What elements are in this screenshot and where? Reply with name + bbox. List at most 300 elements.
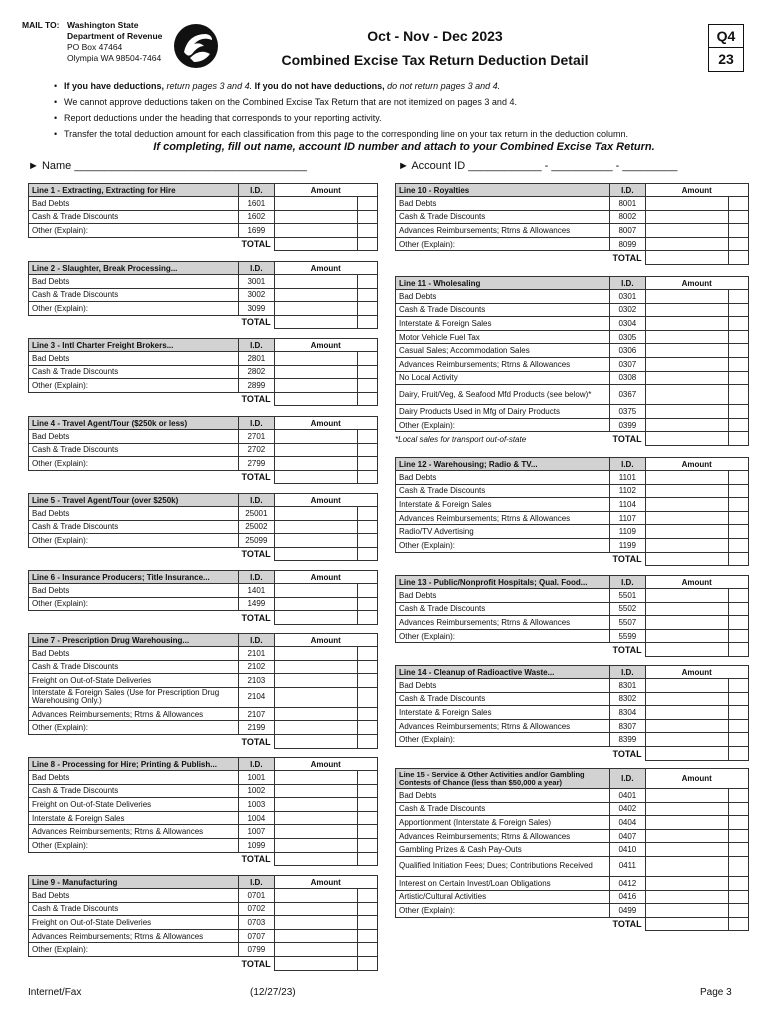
row-id: 8002 [610, 210, 646, 224]
amount-cents-input[interactable] [728, 498, 748, 512]
total-dollars-input[interactable] [645, 552, 728, 566]
amount-cents-input[interactable] [357, 507, 377, 521]
row-description: Dairy Products Used in Mfg of Dairy Products [396, 405, 610, 419]
amount-cents-input[interactable] [728, 733, 748, 747]
amount-header: Amount [645, 576, 748, 589]
amount-header: Amount [645, 184, 748, 197]
amount-dollars-input[interactable] [645, 802, 728, 816]
id-header: I.D. [610, 458, 646, 471]
total-cents-input[interactable] [357, 611, 377, 625]
deduction-row [396, 357, 749, 371]
amount-dollars-input[interactable] [274, 889, 357, 903]
amount-cents-input[interactable] [728, 816, 748, 830]
total-label: TOTAL [241, 612, 271, 623]
amount-cents-input[interactable] [357, 674, 377, 688]
amount-header: Amount [274, 184, 377, 197]
deduction-row [29, 379, 378, 393]
amount-dollars-input[interactable] [645, 589, 728, 603]
total-dollars-input[interactable] [274, 734, 357, 748]
amount-dollars-input[interactable] [274, 365, 357, 379]
deduction-row [396, 816, 749, 830]
amount-dollars-input[interactable] [645, 525, 728, 539]
amount-cents-input[interactable] [357, 784, 377, 798]
amount-cents-input[interactable] [728, 237, 748, 251]
row-id: 2103 [239, 674, 275, 688]
amount-cents-input[interactable] [357, 889, 377, 903]
amount-dollars-input[interactable] [645, 210, 728, 224]
mail-to-label: MAIL TO: [22, 20, 60, 30]
quarter-label: Q4 [709, 25, 743, 48]
deduction-row [396, 802, 749, 816]
row-description: Interstate & Foreign Sales [396, 706, 610, 720]
amount-dollars-input[interactable] [274, 916, 357, 930]
amount-dollars-input[interactable] [645, 890, 728, 904]
amount-cents-input[interactable] [728, 629, 748, 643]
amount-cents-input[interactable] [357, 224, 377, 238]
amount-dollars-input[interactable] [645, 371, 728, 385]
amount-cents-input[interactable] [357, 352, 377, 366]
year-label: 23 [718, 51, 734, 67]
amount-cents-input[interactable] [728, 405, 748, 419]
row-id: 0411 [610, 856, 646, 876]
amount-cents-input[interactable] [728, 802, 748, 816]
period-title: Oct - Nov - Dec 2023 [367, 28, 503, 44]
row-id: 0703 [239, 916, 275, 930]
amount-cents-input[interactable] [357, 597, 377, 611]
amount-cents-input[interactable] [728, 538, 748, 552]
amount-cents-input[interactable] [357, 811, 377, 825]
amount-dollars-input[interactable] [645, 692, 728, 706]
total-dollars-input[interactable] [645, 251, 728, 265]
address-line-1: PO Box 47464 [67, 42, 123, 52]
amount-dollars-input[interactable] [645, 789, 728, 803]
amount-dollars-input[interactable] [645, 629, 728, 643]
total-cents-input[interactable] [728, 917, 748, 931]
row-description: Cash & Trade Discounts [29, 660, 239, 674]
total-cents-input[interactable] [728, 251, 748, 265]
amount-dollars-input[interactable] [645, 719, 728, 733]
deduction-row [396, 538, 749, 552]
amount-cents-input[interactable] [728, 856, 748, 876]
deduction-row [29, 687, 378, 707]
amount-dollars-input[interactable] [274, 811, 357, 825]
row-id: 8099 [610, 237, 646, 251]
quarter-box [708, 24, 744, 72]
id-header: I.D. [239, 634, 275, 647]
total-dollars-input[interactable] [645, 746, 728, 760]
deduction-row [29, 430, 378, 444]
amount-cents-input[interactable] [728, 224, 748, 238]
row-description: Cash & Trade Discounts [29, 210, 239, 224]
amount-dollars-input[interactable] [645, 484, 728, 498]
row-id: 2701 [239, 430, 275, 444]
total-label: TOTAL [612, 748, 642, 759]
amount-dollars-input[interactable] [274, 943, 357, 957]
amount-dollars-input[interactable] [274, 721, 357, 735]
amount-dollars-input[interactable] [645, 197, 728, 211]
address-line-2: Olympia WA 98504-7464 [67, 53, 162, 63]
amount-cents-input[interactable] [728, 616, 748, 630]
amount-cents-input[interactable] [728, 290, 748, 304]
deduction-section-right-3 [395, 457, 749, 566]
amount-dollars-input[interactable] [645, 317, 728, 331]
row-id: 2102 [239, 660, 275, 674]
amount-cents-input[interactable] [357, 457, 377, 471]
amount-cents-input[interactable] [728, 829, 748, 843]
amount-dollars-input[interactable] [274, 798, 357, 812]
deduction-section-left-6 [28, 570, 378, 625]
id-header: I.D. [610, 277, 646, 290]
deduction-row [396, 224, 749, 238]
amount-dollars-input[interactable] [274, 707, 357, 721]
amount-cents-input[interactable] [357, 430, 377, 444]
amount-cents-input[interactable] [728, 719, 748, 733]
amount-dollars-input[interactable] [645, 679, 728, 693]
amount-dollars-input[interactable] [274, 210, 357, 224]
row-description: Cash & Trade Discounts [29, 784, 239, 798]
row-id: 0367 [610, 385, 646, 405]
total-cents-input[interactable] [728, 643, 748, 657]
deduction-row [29, 784, 378, 798]
amount-dollars-input[interactable] [645, 829, 728, 843]
row-id: 1003 [239, 798, 275, 812]
amount-cents-input[interactable] [357, 288, 377, 302]
total-cents-input[interactable] [357, 237, 377, 251]
row-id: 25001 [239, 507, 275, 521]
amount-dollars-input[interactable] [645, 471, 728, 485]
amount-dollars-input[interactable] [274, 902, 357, 916]
amount-dollars-input[interactable] [274, 352, 357, 366]
amount-dollars-input[interactable] [274, 379, 357, 393]
amount-header: Amount [645, 769, 748, 789]
amount-cents-input[interactable] [357, 929, 377, 943]
amount-cents-input[interactable] [728, 471, 748, 485]
amount-cents-input[interactable] [728, 511, 748, 525]
amount-dollars-input[interactable] [645, 344, 728, 358]
amount-cents-input[interactable] [728, 484, 748, 498]
row-description: Other (Explain): [396, 904, 610, 918]
amount-dollars-input[interactable] [274, 838, 357, 852]
amount-cents-input[interactable] [728, 525, 748, 539]
row-description: Cash & Trade Discounts [396, 210, 610, 224]
footer-date: (12/27/23) [250, 987, 296, 998]
row-description: Cash & Trade Discounts [29, 288, 239, 302]
amount-dollars-input[interactable] [645, 876, 728, 890]
instruction-bullets [64, 78, 744, 142]
row-description: Interstate & Foreign Sales [29, 811, 239, 825]
amount-dollars-input[interactable] [645, 224, 728, 238]
row-description: Other (Explain): [396, 629, 610, 643]
amount-cents-input[interactable] [728, 589, 748, 603]
amount-dollars-input[interactable] [645, 498, 728, 512]
name-field[interactable]: ► Name ______________________________________ [28, 160, 307, 172]
row-id: 25099 [239, 534, 275, 548]
row-id: 1001 [239, 771, 275, 785]
row-description: Radio/TV Advertising [396, 525, 610, 539]
total-cents-input[interactable] [357, 392, 377, 406]
row-id: 3099 [239, 302, 275, 316]
amount-cents-input[interactable] [728, 303, 748, 317]
row-description: Interstate & Foreign Sales [396, 317, 610, 331]
amount-cents-input[interactable] [357, 520, 377, 534]
row-description: Casual Sales; Accommodation Sales [396, 344, 610, 358]
deduction-row [29, 929, 378, 943]
amount-dollars-input[interactable] [645, 733, 728, 747]
deduction-row [396, 602, 749, 616]
total-label: TOTAL [241, 549, 271, 560]
row-id: 5599 [610, 629, 646, 643]
amount-cents-input[interactable] [728, 904, 748, 918]
section-title: Line 1 - Extracting, Extracting for Hire [29, 184, 239, 197]
row-description: Artistic/Cultural Activities [396, 890, 610, 904]
total-dollars-input[interactable] [645, 432, 728, 446]
deduction-row [29, 838, 378, 852]
amount-dollars-input[interactable] [274, 443, 357, 457]
total-dollars-input[interactable] [274, 237, 357, 251]
amount-cents-input[interactable] [728, 197, 748, 211]
amount-dollars-input[interactable] [274, 784, 357, 798]
row-id: 25002 [239, 520, 275, 534]
total-cents-input[interactable] [357, 956, 377, 970]
total-label: TOTAL [612, 252, 642, 263]
row-description: Cash & Trade Discounts [396, 802, 610, 816]
deduction-row [396, 330, 749, 344]
amount-dollars-input[interactable] [645, 405, 728, 419]
amount-dollars-input[interactable] [645, 856, 728, 876]
amount-dollars-input[interactable] [645, 816, 728, 830]
total-label: TOTAL [612, 919, 642, 930]
row-id: 0707 [239, 929, 275, 943]
total-label: TOTAL [241, 239, 271, 250]
total-cents-input[interactable] [728, 746, 748, 760]
amount-dollars-input[interactable] [274, 457, 357, 471]
amount-cents-input[interactable] [728, 789, 748, 803]
amount-cents-input[interactable] [728, 692, 748, 706]
row-description: Freight on Out-of-State Deliveries [29, 798, 239, 812]
id-header: I.D. [239, 184, 275, 197]
row-description: Bad Debts [29, 507, 239, 521]
bullet-1-ital-a: return pages 3 and 4. [164, 81, 253, 91]
id-header: I.D. [239, 571, 275, 584]
deduction-row [29, 197, 378, 211]
org-line-1: Washington State [67, 20, 139, 30]
amount-cents-input[interactable] [357, 943, 377, 957]
deduction-row [396, 789, 749, 803]
deduction-row [29, 275, 378, 289]
amount-cents-input[interactable] [357, 902, 377, 916]
amount-dollars-input[interactable] [274, 584, 357, 598]
amount-dollars-input[interactable] [274, 197, 357, 211]
amount-dollars-input[interactable] [274, 534, 357, 548]
total-dollars-input[interactable] [274, 611, 357, 625]
amount-dollars-input[interactable] [274, 825, 357, 839]
row-description: Advances Reimbursements; Rtrns & Allowances [29, 929, 239, 943]
amount-cents-input[interactable] [357, 197, 377, 211]
total-dollars-input[interactable] [274, 852, 357, 866]
section-title: Line 2 - Slaughter, Break Processing... [29, 262, 239, 275]
amount-dollars-input[interactable] [274, 597, 357, 611]
row-description: Other (Explain): [396, 418, 610, 432]
amount-dollars-input[interactable] [274, 302, 357, 316]
total-label: TOTAL [612, 433, 642, 444]
amount-cents-input[interactable] [357, 379, 377, 393]
amount-cents-input[interactable] [357, 838, 377, 852]
row-description: Bad Debts [396, 471, 610, 485]
row-id: 8307 [610, 719, 646, 733]
deduction-row [396, 471, 749, 485]
row-id: 2899 [239, 379, 275, 393]
amount-cents-input[interactable] [357, 210, 377, 224]
amount-cents-input[interactable] [357, 660, 377, 674]
bullet-2: • We cannot approve deductions taken on the Combined Excise Tax Return that are not itemized on pages 3 and 4. [64, 94, 744, 110]
amount-cents-input[interactable] [728, 210, 748, 224]
amount-dollars-input[interactable] [645, 357, 728, 371]
deduction-row [396, 197, 749, 211]
total-cents-input[interactable] [357, 470, 377, 484]
total-dollars-input[interactable] [274, 392, 357, 406]
deduction-row [29, 798, 378, 812]
total-cents-input[interactable] [357, 547, 377, 561]
total-dollars-input[interactable] [274, 956, 357, 970]
amount-dollars-input[interactable] [645, 706, 728, 720]
account-id-field[interactable]: ► Account ID ____________ - __________ - _________ [398, 160, 678, 172]
amount-dollars-input[interactable] [274, 647, 357, 661]
deduction-row [396, 290, 749, 304]
total-cents-input[interactable] [357, 852, 377, 866]
deduction-row [396, 498, 749, 512]
amount-dollars-input[interactable] [274, 674, 357, 688]
amount-dollars-input[interactable] [645, 538, 728, 552]
total-cents-input[interactable] [728, 432, 748, 446]
amount-dollars-input[interactable] [274, 660, 357, 674]
amount-cents-input[interactable] [728, 344, 748, 358]
row-description: Other (Explain): [29, 838, 239, 852]
amount-cents-input[interactable] [357, 687, 377, 707]
amount-dollars-input[interactable] [645, 843, 728, 857]
row-description: Advances Reimbursements; Rtrns & Allowances [396, 357, 610, 371]
row-description: Bad Debts [396, 789, 610, 803]
amount-dollars-input[interactable] [274, 507, 357, 521]
row-description: Cash & Trade Discounts [29, 902, 239, 916]
total-dollars-input[interactable] [645, 643, 728, 657]
amount-dollars-input[interactable] [645, 511, 728, 525]
amount-cents-input[interactable] [728, 418, 748, 432]
row-description: Bad Debts [29, 430, 239, 444]
amount-cents-input[interactable] [357, 916, 377, 930]
deduction-row [29, 457, 378, 471]
amount-dollars-input[interactable] [274, 520, 357, 534]
section-footnote: *Local sales for transport out-of-state [395, 435, 527, 444]
amount-cents-input[interactable] [728, 876, 748, 890]
deduction-row [396, 876, 749, 890]
amount-cents-input[interactable] [357, 647, 377, 661]
deduction-row [396, 210, 749, 224]
row-id: 2702 [239, 443, 275, 457]
row-id: 0416 [610, 890, 646, 904]
amount-cents-input[interactable] [357, 365, 377, 379]
amount-cents-input[interactable] [357, 584, 377, 598]
row-description: Other (Explain): [29, 597, 239, 611]
amount-cents-input[interactable] [357, 443, 377, 457]
amount-dollars-input[interactable] [645, 385, 728, 405]
amount-cents-input[interactable] [357, 534, 377, 548]
amount-cents-input[interactable] [728, 602, 748, 616]
deduction-row [396, 317, 749, 331]
total-cents-input[interactable] [728, 552, 748, 566]
section-title: Line 3 - Intl Charter Freight Brokers... [29, 339, 239, 352]
amount-cents-input[interactable] [357, 721, 377, 735]
amount-cents-input[interactable] [728, 357, 748, 371]
amount-cents-input[interactable] [728, 385, 748, 405]
row-description: Advances Reimbursements; Rtrns & Allowances [396, 719, 610, 733]
deduction-row [29, 365, 378, 379]
row-description: Interest on Certain Invest/Loan Obligations [396, 876, 610, 890]
amount-dollars-input[interactable] [274, 275, 357, 289]
amount-dollars-input[interactable] [274, 430, 357, 444]
amount-cents-input[interactable] [728, 679, 748, 693]
row-description: Advances Reimbursements; Rtrns & Allowances [29, 825, 239, 839]
amount-dollars-input[interactable] [274, 687, 357, 707]
amount-dollars-input[interactable] [645, 418, 728, 432]
row-id: 0401 [610, 789, 646, 803]
amount-header: Amount [274, 494, 377, 507]
amount-dollars-input[interactable] [274, 224, 357, 238]
amount-cents-input[interactable] [728, 843, 748, 857]
total-cents-input[interactable] [357, 734, 377, 748]
amount-cents-input[interactable] [357, 707, 377, 721]
deduction-row [396, 237, 749, 251]
amount-dollars-input[interactable] [645, 616, 728, 630]
bullet-1-ital-b: do not return pages 3 and 4. [384, 81, 501, 91]
total-dollars-input[interactable] [274, 470, 357, 484]
row-description: Other (Explain): [29, 534, 239, 548]
amount-dollars-input[interactable] [645, 303, 728, 317]
row-id: 5501 [610, 589, 646, 603]
amount-cents-input[interactable] [728, 317, 748, 331]
amount-dollars-input[interactable] [645, 290, 728, 304]
amount-cents-input[interactable] [357, 302, 377, 316]
amount-cents-input[interactable] [728, 330, 748, 344]
row-description: Bad Debts [29, 352, 239, 366]
amount-cents-input[interactable] [728, 371, 748, 385]
amount-cents-input[interactable] [357, 275, 377, 289]
row-description: Cash & Trade Discounts [396, 303, 610, 317]
amount-cents-input[interactable] [728, 706, 748, 720]
amount-dollars-input[interactable] [274, 929, 357, 943]
amount-dollars-input[interactable] [645, 602, 728, 616]
amount-dollars-input[interactable] [274, 771, 357, 785]
amount-cents-input[interactable] [357, 798, 377, 812]
amount-cents-input[interactable] [357, 771, 377, 785]
amount-dollars-input[interactable] [274, 288, 357, 302]
deduction-row [29, 825, 378, 839]
total-dollars-input[interactable] [274, 547, 357, 561]
total-dollars-input[interactable] [274, 315, 357, 329]
deduction-row [29, 224, 378, 238]
deduction-section-right-4 [395, 575, 749, 657]
row-description: Motor Vehicle Fuel Tax [396, 330, 610, 344]
section-title: Line 12 - Warehousing; Radio & TV... [396, 458, 610, 471]
amount-dollars-input[interactable] [645, 330, 728, 344]
amount-dollars-input[interactable] [645, 904, 728, 918]
total-cents-input[interactable] [357, 315, 377, 329]
row-id: 8301 [610, 679, 646, 693]
amount-dollars-input[interactable] [645, 237, 728, 251]
total-dollars-input[interactable] [645, 917, 728, 931]
amount-cents-input[interactable] [357, 825, 377, 839]
amount-cents-input[interactable] [728, 890, 748, 904]
deduction-row [29, 597, 378, 611]
